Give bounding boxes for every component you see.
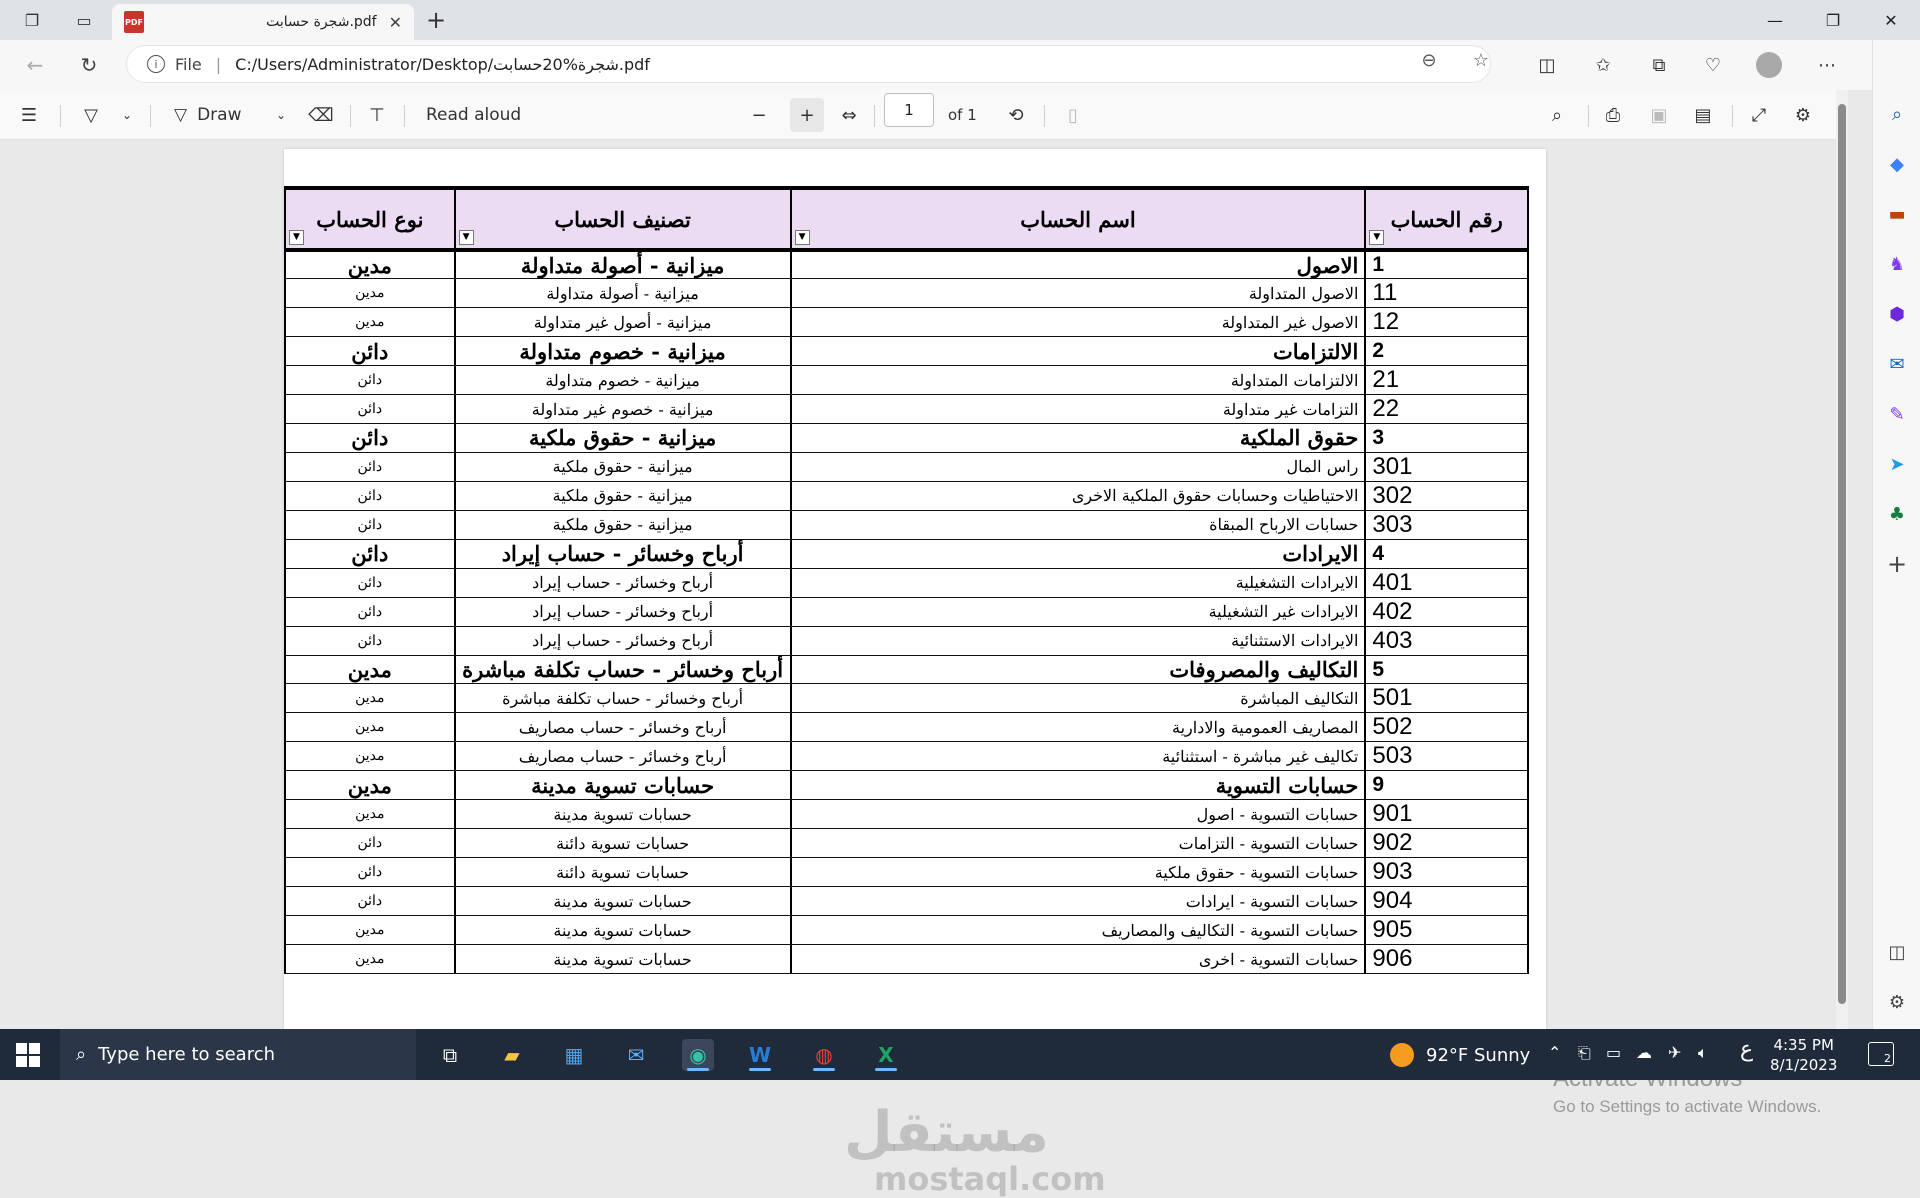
- account-name-cell: المصاريف العمومية والادارية: [791, 713, 1366, 742]
- table-row: [285, 279, 1528, 308]
- word-icon[interactable]: W: [744, 1039, 776, 1071]
- tools-briefcase-icon[interactable]: ▬: [1888, 203, 1906, 225]
- account-classification-cell: حسابات تسوية مدينة: [455, 771, 791, 800]
- print-icon[interactable]: ⎙: [1605, 104, 1621, 126]
- taskbar-search-box[interactable]: [60, 1029, 416, 1080]
- account-name-cell: الاصول المتداولة: [791, 279, 1366, 308]
- address-bar: [0, 40, 1920, 90]
- account-classification-cell: أرباح وخسائر - حساب مصاريف: [455, 742, 791, 771]
- divider: [1732, 105, 1733, 127]
- header-account-name: [791, 188, 1366, 250]
- account-classification-cell: حسابات تسوية مدينة: [455, 800, 791, 829]
- tab-title: شجرة حسابت.pdf: [266, 14, 377, 30]
- account-classification-cell: حسابات تسوية مدينة: [455, 945, 791, 974]
- new-tab-icon[interactable]: +: [425, 6, 447, 34]
- account-number-cell: 403: [1365, 626, 1528, 655]
- account-type-cell: مدين: [285, 250, 455, 279]
- table-row: [285, 945, 1528, 974]
- airplane-mode-icon[interactable]: ✈: [1668, 1043, 1682, 1062]
- table-row: [285, 684, 1528, 713]
- account-name-cell: حسابات التسوية - اخرى: [791, 945, 1366, 974]
- account-type-cell: دائن: [285, 510, 455, 539]
- activate-subtitle: Go to Settings to activate Windows.: [1553, 1097, 1822, 1116]
- table-row: [285, 742, 1528, 771]
- account-classification-cell: حسابات تسوية دائنة: [455, 829, 791, 858]
- account-number-cell: 905: [1365, 916, 1528, 945]
- account-classification-cell: أرباح وخسائر - حساب تكلفة مباشرة: [455, 655, 791, 684]
- volume-icon[interactable]: 🔈︎: [1698, 1043, 1708, 1062]
- account-number-cell: 902: [1365, 829, 1528, 858]
- account-classification-cell: أرباح وخسائر - حساب إيراد: [455, 539, 791, 568]
- account-classification-cell: ميزانية - خصوم غير متداولة: [455, 395, 791, 424]
- table-row: [285, 308, 1528, 337]
- account-name-cell: حسابات التسوية - اصول: [791, 800, 1366, 829]
- account-number-cell: 501: [1365, 684, 1528, 713]
- account-number-cell: 11: [1365, 279, 1528, 308]
- tree-icon[interactable]: ♣: [1888, 503, 1906, 525]
- chrome-icon[interactable]: ◍: [808, 1039, 840, 1071]
- account-number-cell: 21: [1365, 366, 1528, 395]
- account-classification-cell: أرباح وخسائر - حساب إيراد: [455, 597, 791, 626]
- page-view-icon[interactable]: ▯: [1068, 104, 1078, 126]
- table-row: [285, 916, 1528, 945]
- zoom-out-icon[interactable]: −: [751, 104, 767, 126]
- account-classification-cell: ميزانية - خصوم متداولة: [455, 366, 791, 395]
- table-row: [285, 510, 1528, 539]
- collections-icon[interactable]: ⧉: [1652, 54, 1666, 76]
- profile-avatar[interactable]: [1756, 52, 1782, 78]
- account-classification-cell: أرباح وخسائر - حساب إيراد: [455, 626, 791, 655]
- watermark-latin: mostaql.com: [874, 1160, 1106, 1198]
- account-number-cell: 904: [1365, 887, 1528, 916]
- page-number-input[interactable]: 1: [884, 93, 934, 127]
- header-label: رقم الحساب: [1390, 206, 1503, 232]
- account-name-cell: الاصول غير المتداولة: [791, 308, 1366, 337]
- weather-widget[interactable]: [1390, 1043, 1530, 1067]
- favorites-icon[interactable]: ✩: [1595, 54, 1611, 76]
- account-name-cell: التكاليف المباشرة: [791, 684, 1366, 713]
- table-row: [285, 452, 1528, 481]
- account-number-cell: 22: [1365, 395, 1528, 424]
- onedrive-cloud-icon[interactable]: ☁: [1636, 1043, 1652, 1062]
- more-icon[interactable]: ⋯: [1818, 54, 1836, 76]
- table-row: [285, 829, 1528, 858]
- search-pdf-icon[interactable]: ⌕: [1551, 104, 1563, 126]
- fit-width-icon[interactable]: ⇔: [841, 104, 857, 126]
- rotate-icon[interactable]: ⟲: [1008, 104, 1024, 126]
- account-number-cell: 901: [1365, 800, 1528, 829]
- highlight-icon[interactable]: ▽: [84, 104, 98, 126]
- draw-icon: ▽: [174, 105, 188, 125]
- account-type-cell: مدين: [285, 279, 455, 308]
- account-number-cell: 9: [1365, 771, 1528, 800]
- account-name-cell: حسابات التسوية - حقوق ملكية: [791, 858, 1366, 887]
- account-number-cell: 301: [1365, 452, 1528, 481]
- account-type-cell: دائن: [285, 366, 455, 395]
- add-sidebar-app-icon[interactable]: +: [1886, 550, 1908, 578]
- url-separator: |: [215, 54, 222, 74]
- save-as-icon[interactable]: ▤: [1694, 104, 1712, 126]
- header-label: تصنيف الحساب: [554, 206, 691, 232]
- account-type-cell: مدين: [285, 800, 455, 829]
- filter-dropdown-icon[interactable]: ▼: [1369, 230, 1384, 245]
- account-number-cell: 5: [1365, 655, 1528, 684]
- divider: [874, 105, 875, 127]
- tab-bar: [0, 0, 1920, 40]
- account-classification-cell: ميزانية - أصولة متداولة: [455, 279, 791, 308]
- edge-sidebar: [1872, 40, 1920, 1029]
- info-icon[interactable]: i: [147, 55, 165, 73]
- account-name-cell: التزامات غير متداولة: [791, 395, 1366, 424]
- account-classification-cell: حسابات تسوية دائنة: [455, 858, 791, 887]
- account-number-cell: 1: [1365, 250, 1528, 279]
- divider: [350, 105, 351, 127]
- account-type-cell: مدين: [285, 713, 455, 742]
- scrollbar-thumb[interactable]: [1838, 104, 1846, 1004]
- table-row: [285, 395, 1528, 424]
- account-type-cell: دائن: [285, 337, 455, 366]
- table-row: [285, 250, 1528, 279]
- workspaces-icon[interactable]: ❐: [24, 10, 40, 30]
- account-number-cell: 401: [1365, 568, 1528, 597]
- account-number-cell: 402: [1365, 597, 1528, 626]
- header-label: اسم الحساب: [1020, 206, 1136, 232]
- table-row: [285, 887, 1528, 916]
- text-box-icon[interactable]: ⊤: [369, 104, 385, 126]
- table-row: [285, 655, 1528, 684]
- account-name-cell: الايرادات: [791, 539, 1366, 568]
- notification-count: 2: [1884, 1052, 1891, 1065]
- taskbar-search-placeholder: Type here to search: [98, 1044, 276, 1065]
- url-field[interactable]: [126, 45, 1491, 83]
- account-number-cell: 302: [1365, 481, 1528, 510]
- tab-pdf[interactable]: [112, 4, 414, 40]
- draw-label: Draw: [197, 105, 242, 125]
- divider: [1588, 105, 1589, 127]
- account-classification-cell: ميزانية - حقوق ملكية: [455, 424, 791, 453]
- table-row: [285, 771, 1528, 800]
- account-type-cell: دائن: [285, 395, 455, 424]
- account-number-cell: 12: [1365, 308, 1528, 337]
- table-header-row: [285, 188, 1528, 250]
- account-number-cell: 502: [1365, 713, 1528, 742]
- shopping-tag-icon[interactable]: ◆: [1890, 153, 1904, 175]
- sidebar-settings-gear-icon[interactable]: ⚙: [1888, 991, 1906, 1013]
- account-type-cell: مدين: [285, 308, 455, 337]
- account-name-cell: الايرادات الاستثنائية: [791, 626, 1366, 655]
- excel-icon[interactable]: X: [870, 1039, 902, 1071]
- filter-dropdown-icon[interactable]: ▼: [459, 230, 474, 245]
- account-name-cell: التكاليف والمصروفات: [791, 655, 1366, 684]
- save-icon[interactable]: ▣: [1650, 104, 1668, 126]
- table-row: [285, 337, 1528, 366]
- usb-icon[interactable]: ⎗: [1578, 1043, 1591, 1062]
- file-explorer-icon[interactable]: ▰: [504, 1043, 520, 1067]
- account-type-cell: دائن: [285, 481, 455, 510]
- divider: [404, 105, 405, 127]
- windows-start-icon[interactable]: [16, 1043, 40, 1067]
- zoom-in-icon[interactable]: +: [790, 98, 824, 132]
- url-text: C:/Users/Administrator/Desktop/شجرة%20حسابت.pdf: [235, 54, 650, 74]
- account-classification-cell: ميزانية - خصوم متداولة: [455, 337, 791, 366]
- hide-sidebar-icon[interactable]: ◫: [1888, 941, 1906, 963]
- taskbar-clock[interactable]: [1770, 1035, 1837, 1075]
- account-name-cell: الايرادات التشغيلية: [791, 568, 1366, 597]
- highlight-dropdown-icon[interactable]: ⌄: [121, 108, 133, 122]
- account-classification-cell: ميزانية - حقوق ملكية: [455, 481, 791, 510]
- account-type-cell: مدين: [285, 945, 455, 974]
- outlook-icon[interactable]: ✉: [1889, 353, 1905, 375]
- table-row: [285, 800, 1528, 829]
- account-classification-cell: حسابات تسوية مدينة: [455, 916, 791, 945]
- account-number-cell: 906: [1365, 945, 1528, 974]
- close-window-icon[interactable]: ✕: [1884, 10, 1898, 30]
- account-classification-cell: ميزانية - أصول غير متداولة: [455, 308, 791, 337]
- account-classification-cell: أرباح وخسائر - حساب تكلفة مباشرة: [455, 684, 791, 713]
- filter-dropdown-icon[interactable]: ▼: [289, 230, 304, 245]
- microsoft-store-icon[interactable]: ▦: [564, 1043, 584, 1067]
- account-classification-cell: ميزانية - أصولة متداولة: [455, 250, 791, 279]
- fullscreen-icon[interactable]: ⤢: [1751, 104, 1767, 126]
- account-number-cell: 903: [1365, 858, 1528, 887]
- clock-date: 8/1/2023: [1770, 1056, 1838, 1074]
- draw-dropdown-icon[interactable]: ⌄: [275, 108, 287, 122]
- account-type-cell: دائن: [285, 597, 455, 626]
- close-tab-icon[interactable]: ✕: [388, 12, 402, 32]
- refresh-icon[interactable]: ↻: [80, 53, 98, 77]
- table-row: [285, 713, 1528, 742]
- account-name-cell: الالتزامات المتداولة: [791, 366, 1366, 395]
- account-classification-cell: ميزانية - حقوق ملكية: [455, 510, 791, 539]
- minimize-icon[interactable]: —: [1767, 10, 1783, 30]
- header-account-classification: [455, 188, 791, 250]
- accounts-table: [284, 186, 1529, 974]
- account-classification-cell: حسابات تسوية مدينة: [455, 887, 791, 916]
- account-type-cell: دائن: [285, 887, 455, 916]
- account-name-cell: الالتزامات: [791, 337, 1366, 366]
- table-row: [285, 481, 1528, 510]
- sunny-icon: [1390, 1043, 1414, 1067]
- table-row: [285, 597, 1528, 626]
- weather-text: 92°F Sunny: [1426, 1044, 1531, 1066]
- account-name-cell: تكاليف غير مباشرة - استثنائية: [791, 742, 1366, 771]
- accounts-table-body: [285, 250, 1528, 974]
- divider: [150, 105, 151, 127]
- pdf-settings-gear-icon[interactable]: ⚙: [1794, 104, 1812, 126]
- account-number-cell: 4: [1365, 539, 1528, 568]
- mail-icon[interactable]: ✉: [627, 1043, 645, 1067]
- divider: [60, 105, 61, 127]
- zoom-icon[interactable]: ⊖: [1421, 49, 1437, 71]
- page-total-label: of 1: [948, 106, 977, 124]
- browser-essentials-icon[interactable]: ♡: [1704, 54, 1722, 76]
- split-screen-icon[interactable]: ◫: [1538, 54, 1556, 76]
- account-type-cell: مدين: [285, 916, 455, 945]
- account-type-cell: مدين: [285, 684, 455, 713]
- url-scheme-label: File: [175, 54, 202, 74]
- account-number-cell: 2: [1365, 337, 1528, 366]
- read-aloud-button[interactable]: Read aloud: [426, 105, 522, 125]
- games-icon[interactable]: ♞: [1888, 253, 1906, 275]
- table-row: [285, 539, 1528, 568]
- account-type-cell: دائن: [285, 424, 455, 453]
- draw-button[interactable]: [174, 102, 241, 128]
- m365-icon[interactable]: ⬢: [1889, 303, 1905, 325]
- account-number-cell: 503: [1365, 742, 1528, 771]
- search-icon[interactable]: ⌕: [1891, 103, 1903, 125]
- battery-icon[interactable]: ▭: [1606, 1043, 1622, 1062]
- account-name-cell: حسابات التسوية - ايرادات: [791, 887, 1366, 916]
- header-account-number: [1365, 188, 1528, 250]
- account-type-cell: دائن: [285, 539, 455, 568]
- pdf-page: [284, 149, 1546, 1049]
- input-language[interactable]: ع: [1740, 1037, 1754, 1062]
- account-classification-cell: أرباح وخسائر - حساب مصاريف: [455, 713, 791, 742]
- notification-center-icon[interactable]: [1868, 1042, 1894, 1066]
- account-type-cell: دائن: [285, 626, 455, 655]
- account-number-cell: 303: [1365, 510, 1528, 539]
- account-name-cell: راس المال: [791, 452, 1366, 481]
- vertical-scrollbar[interactable]: [1836, 90, 1848, 1029]
- mostaql-watermark: [844, 1100, 1106, 1198]
- table-row: [285, 858, 1528, 887]
- header-account-type: [285, 188, 455, 250]
- windows-taskbar: [0, 1029, 1920, 1080]
- account-name-cell: حسابات التسوية - التزامات: [791, 829, 1366, 858]
- account-type-cell: مدين: [285, 742, 455, 771]
- account-type-cell: مدين: [285, 655, 455, 684]
- divider: [1044, 105, 1045, 127]
- table-row: [285, 568, 1528, 597]
- pdf-file-icon: PDF: [124, 11, 144, 33]
- contents-icon[interactable]: ☰: [20, 104, 38, 126]
- account-name-cell: الايرادات غير التشغيلية: [791, 597, 1366, 626]
- watermark-arabic: مستقل: [844, 1100, 1049, 1165]
- tab-actions-icon[interactable]: ▭: [76, 10, 92, 30]
- filter-dropdown-icon[interactable]: ▼: [795, 230, 810, 245]
- task-view-icon[interactable]: ⧉: [442, 1043, 458, 1067]
- restore-icon[interactable]: ❐: [1825, 10, 1841, 30]
- clock-time: 4:35 PM: [1773, 1036, 1834, 1054]
- eraser-icon[interactable]: ⌫: [308, 104, 334, 126]
- edge-icon[interactable]: ◉: [682, 1039, 714, 1071]
- account-type-cell: دائن: [285, 829, 455, 858]
- search-icon: ⌕: [76, 1044, 87, 1065]
- account-number-cell: 3: [1365, 424, 1528, 453]
- account-type-cell: دائن: [285, 568, 455, 597]
- table-row: [285, 424, 1528, 453]
- account-type-cell: دائن: [285, 452, 455, 481]
- table-row: [285, 626, 1528, 655]
- tray-chevron-icon[interactable]: ⌃: [1548, 1043, 1562, 1062]
- send-icon[interactable]: ➤: [1889, 453, 1905, 475]
- account-name-cell: حسابات الارباح المبقاة: [791, 510, 1366, 539]
- back-icon[interactable]: ←: [26, 53, 44, 77]
- account-name-cell: حقوق الملكية: [791, 424, 1366, 453]
- favorite-star-icon[interactable]: ☆: [1472, 49, 1490, 71]
- table-row: [285, 366, 1528, 395]
- account-classification-cell: أرباح وخسائر - حساب إيراد: [455, 568, 791, 597]
- account-type-cell: دائن: [285, 858, 455, 887]
- designer-icon[interactable]: ✎: [1889, 403, 1905, 425]
- account-name-cell: الاصول: [791, 250, 1366, 279]
- account-name-cell: حسابات التسوية: [791, 771, 1366, 800]
- account-name-cell: الاحتياطيات وحسابات حقوق الملكية الاخرى: [791, 481, 1366, 510]
- header-label: نوع الحساب: [316, 206, 424, 232]
- account-type-cell: مدين: [285, 771, 455, 800]
- account-classification-cell: ميزانية - حقوق ملكية: [455, 452, 791, 481]
- account-name-cell: حسابات التسوية - التكاليف والمصاريف: [791, 916, 1366, 945]
